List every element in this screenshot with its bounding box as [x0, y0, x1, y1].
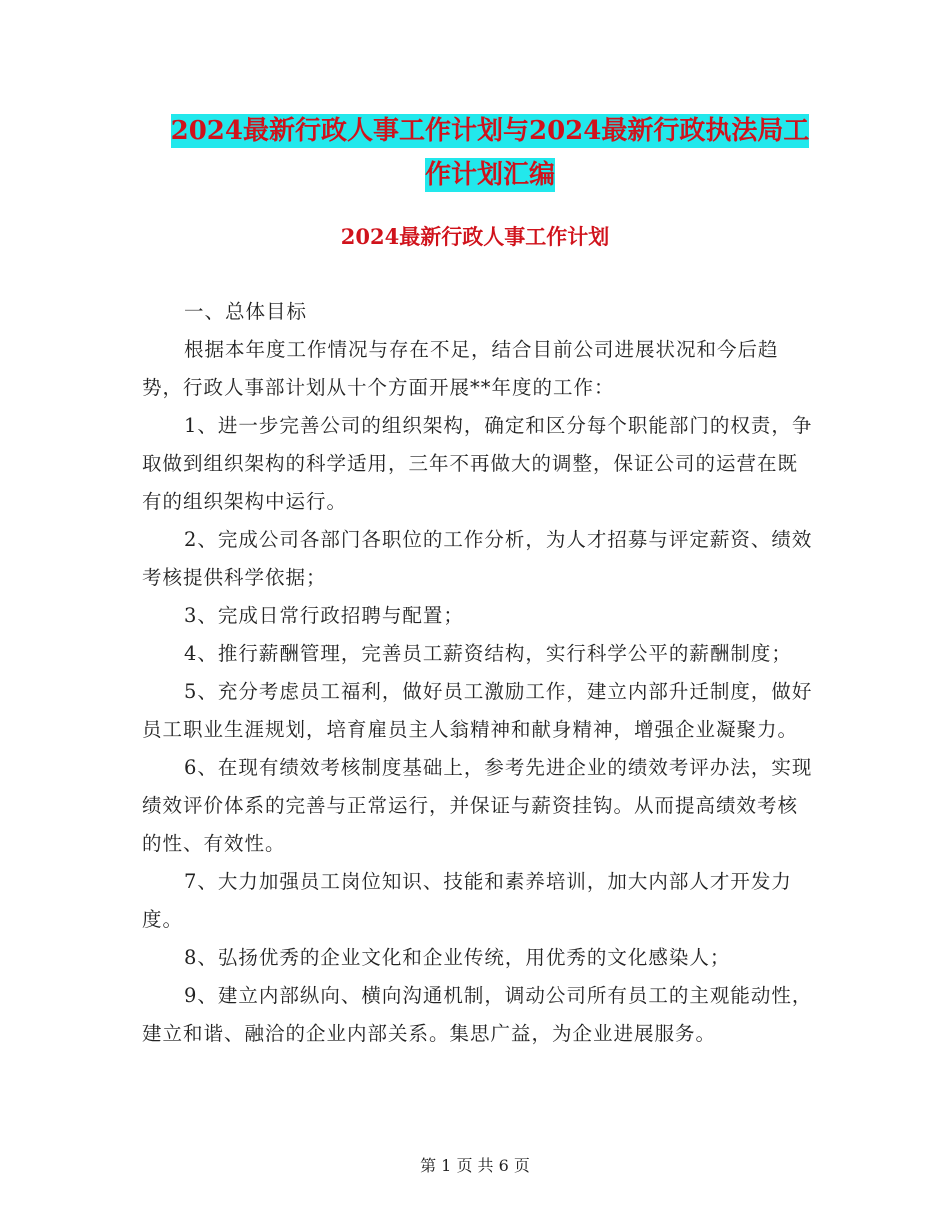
page-footer: 第 1 页 共 6 页	[420, 1156, 530, 1175]
paragraph-item-9: 9、建立内部纵向、横向沟通机制，调动公司所有员工的主观能动性，建立和谐、融洽的企业内部关系。集思广益，为企业进展服务。	[142, 984, 813, 1045]
paragraph-item-5: 5、充分考虑员工福利，做好员工激励工作，建立内部升迁制度，做好员工职业生涯规划，培育雇员主人翁精神和献身精神，增强企业凝聚力。	[142, 680, 813, 741]
paragraph-item-3: 3、完成日常行政招聘与配置；	[184, 604, 464, 627]
document-title-text-2: 作计划汇编	[424, 160, 555, 190]
paragraph-item-8: 8、弘扬优秀的企业文化和企业传统，用优秀的文化感染人；	[184, 946, 731, 969]
paragraph-intro: 根据本年度工作情况与存在不足，结合目前公司进展状况和今后趋势，行政人事部计划从十个方面开展**年度的工作：	[142, 338, 779, 399]
document-title-line-2	[140, 154, 840, 196]
paragraph-item-6: 6、在现有绩效考核制度基础上，参考先进企业的绩效考评办法，实现绩效评价体系的完善与正常运行，并保证与薪资挂钩。从而提高绩效考核的性、有效性。	[142, 756, 813, 855]
heading-overall-goal: 一、总体目标	[184, 300, 308, 323]
paragraph-item-2: 2、完成公司各部门各职位的工作分析，为人才招募与评定薪资、绩效考核提供科学依据；	[142, 528, 813, 589]
section-title: 2024最新行政人事工作计划	[340, 224, 610, 249]
paragraph-item-4: 4、推行薪酬管理，完善员工薪资结构，实行科学公平的薪酬制度；	[184, 642, 792, 665]
document-title-line-1	[140, 110, 840, 152]
document-title-text-1: 2024最新行政人事工作计划与2024最新行政执法局工	[170, 116, 810, 146]
paragraph-item-1: 1、进一步完善公司的组织架构，确定和区分每个职能部门的权责，争取做到组织架构的科学适用，三年不再做大的调整，保证公司的运营在既有的组织架构中运行。	[142, 414, 813, 513]
paragraph-item-7: 7、大力加强员工岗位知识、技能和素养培训，加大内部人才开发力度。	[142, 870, 792, 931]
document-body	[142, 293, 818, 1053]
